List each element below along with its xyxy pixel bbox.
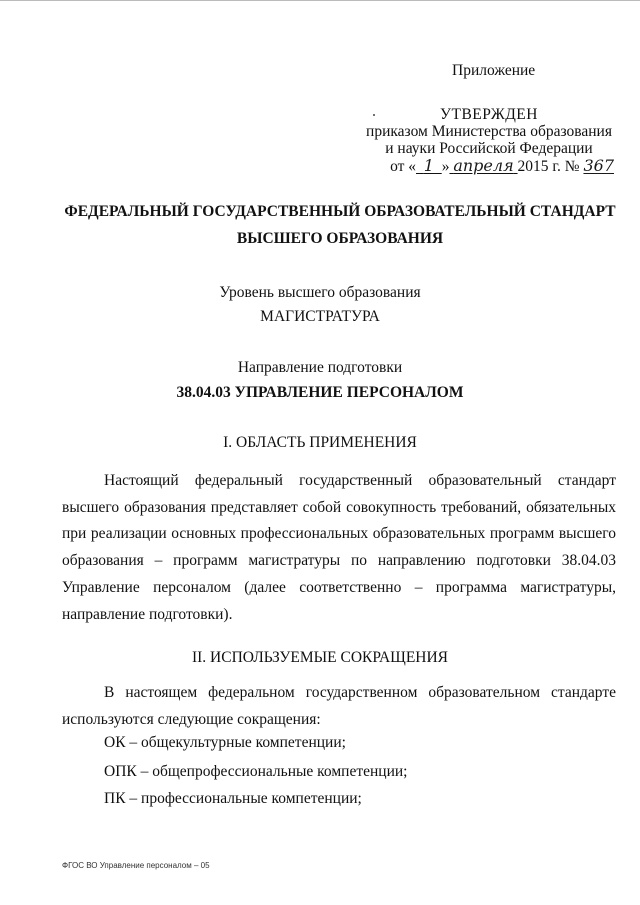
order-line-2: и науки Российской Федерации — [385, 140, 593, 157]
education-level-label: Уровень высшего образования — [219, 284, 421, 301]
training-direction-label: Направление подготовки — [237, 359, 403, 376]
page-footer: ФГОС ВО Управление персоналом – 05 — [62, 861, 210, 870]
date-month: апреля — [453, 156, 514, 175]
date-day: 1 — [423, 156, 434, 175]
standard-title — [40, 198, 640, 252]
date-year: 2015 г. № — [517, 158, 580, 175]
title-line-2: ВЫСШЕГО ОБРАЗОВАНИЯ — [236, 230, 444, 247]
order-date-line — [360, 157, 618, 175]
abbreviation-item: ОК – общекультурные компетенции; — [104, 734, 346, 751]
order-number: 367 — [583, 156, 614, 175]
training-direction-value: 38.04.03 УПРАВЛЕНИЕ ПЕРСОНАЛОМ — [176, 384, 464, 401]
date-mid: » — [441, 158, 450, 175]
education-level-value: МАГИСТРАТУРА — [260, 308, 380, 325]
approval-block — [360, 106, 618, 175]
abbreviation-item: ПК – профессиональные компетенции; — [104, 790, 362, 807]
date-prefix: от « — [390, 158, 417, 175]
date-month-underline — [449, 158, 517, 175]
date-day-underline — [416, 158, 442, 175]
approved-heading: УТВЕРЖДЕН — [440, 106, 538, 123]
section-2-heading: II. ИСПОЛЬЗУЕМЫЕ СОКРАЩЕНИЯ — [191, 649, 449, 666]
order-line-1: приказом Министерства образования — [366, 123, 612, 140]
abbreviation-item: ОПК – общепрофессиональные компетенции; — [104, 763, 408, 780]
section-1-paragraph: Настоящий федеральный государственный образовательный стандарт высшего образования представляет собой совокупность требований, обязательных при реализации основных профессиональных образовательных программ высшего образования – программ магистратуры по направлению подготовки 38.04.03 Управление персоналом (далее соответственно – программа магистратуры, направление подготовки). — [62, 472, 616, 623]
top-edge-line — [0, 0, 640, 1]
title-line-1: ФЕДЕРАЛЬНЫЙ ГОСУДАРСТВЕННЫЙ ОБРАЗОВАТЕЛЬНЫЙ СТАНДАРТ — [64, 203, 616, 220]
section-1-heading: I. ОБЛАСТЬ ПРИМЕНЕНИЯ — [223, 434, 417, 451]
section-2-intro: В настоящем федеральном государственном образовательном стандарте используются следующие сокращения: — [62, 684, 616, 728]
appendix-label: Приложение — [452, 62, 536, 79]
